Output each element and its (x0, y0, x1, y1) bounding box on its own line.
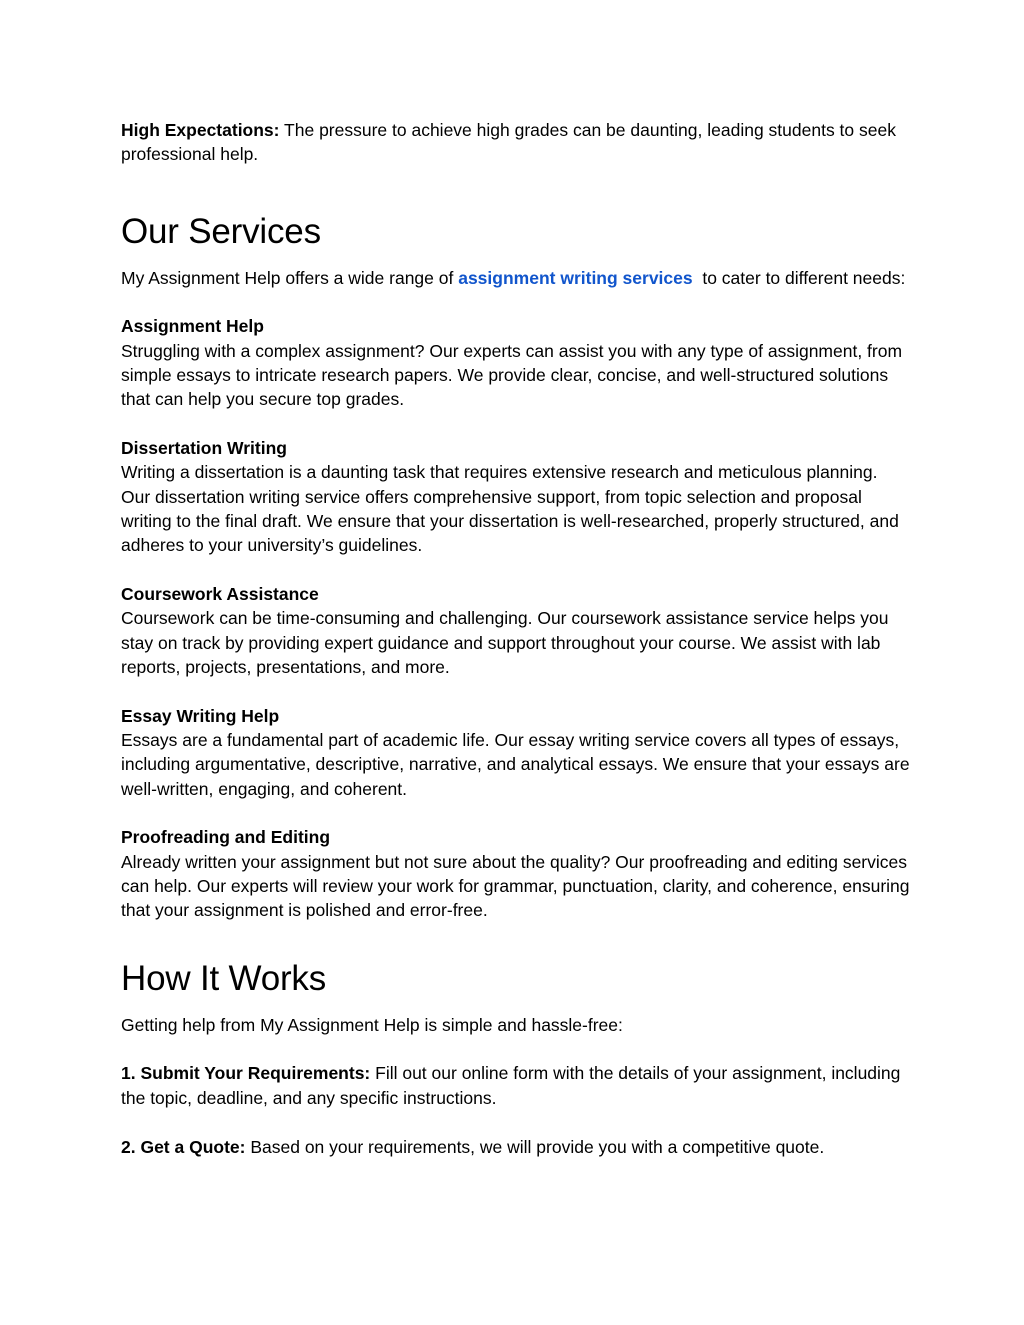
service-dissertation-writing (121, 436, 911, 557)
service-description: Writing a dissertation is a daunting task that requires extensive research and meticulous planning. Our dissertation writing service offers comprehensive support, from topic selection and proposal writing to the final draft. We ensure that your dissertation is well-researched, properly structured, and adheres to your university’s guidelines. (121, 462, 899, 556)
services-lead-after: to cater to different needs: (692, 267, 906, 288)
service-description: Struggling with a complex assignment? Our experts can assist you with any type of assignment, from simple essays to intricate research papers. We provide clear, concise, and well-structured solutions that can help you secure top grades. (121, 340, 903, 410)
assignment-writing-services-link[interactable]: assignment writing services (458, 267, 693, 288)
services-lead (121, 266, 911, 290)
document-page (121, 118, 911, 1159)
step-text: Fill out our online form with the details of your assignment, including the topic, deadline, and any specific instructions. (121, 1063, 901, 1108)
how-it-works-lead: Getting help from My Assignment Help is simple and hassle-free: (121, 1014, 623, 1035)
service-title: Proofreading and Editing (121, 827, 331, 848)
service-assignment-help (121, 314, 911, 411)
service-description: Coursework can be time-consuming and challenging. Our coursework assistance service helps you stay on track by providing expert guidance and support throughout your course. We assist with lab reports, projects, presentations, and more. (121, 608, 889, 677)
how-it-works-heading: How It Works (121, 958, 327, 998)
step-text: Based on your requirements, we will provide you with a competitive quote. (245, 1136, 825, 1157)
services-lead-before: My Assignment Help offers a wide range of (121, 267, 459, 288)
service-title: Dissertation Writing (121, 438, 287, 459)
intro-paragraph (121, 118, 911, 167)
step-label: 1. Submit Your Requirements: (121, 1063, 371, 1084)
step-label: 2. Get a Quote: (121, 1136, 246, 1157)
service-description: Essays are a fundamental part of academic life. Our essay writing service covers all types of essays, including argumentative, descriptive, narrative, and analytical essays. We ensure that your essays are well-written, engaging, and coherent. (121, 730, 910, 799)
service-essay-writing-help (121, 704, 911, 801)
service-proofreading-editing (121, 825, 911, 922)
service-title: Essay Writing Help (121, 705, 280, 726)
intro-text: The pressure to achieve high grades can be daunting, leading students to seek professional help. (121, 120, 896, 165)
services-heading: Our Services (121, 211, 321, 251)
service-coursework-assistance (121, 582, 911, 679)
intro-label: High Expectations: (121, 120, 280, 140)
step-get-quote (121, 1135, 911, 1159)
step-submit-requirements (121, 1061, 911, 1110)
service-description: Already written your assignment but not sure about the quality? Our proofreading and editing services can help. Our experts will review your work for grammar, punctuation, clarity, and coherence, ensuring that your assignment is polished and error-free. (121, 851, 910, 921)
service-title: Assignment Help (121, 316, 264, 337)
service-title: Coursework Assistance (121, 584, 319, 605)
